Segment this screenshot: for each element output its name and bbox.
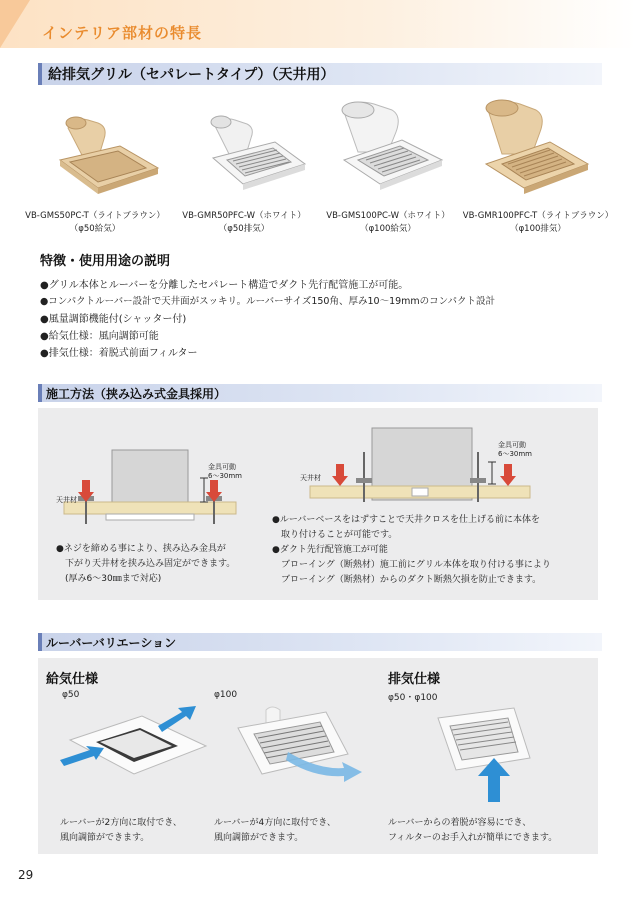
product-caption-1 [20, 210, 170, 236]
features-title: 特徴・使用用途の説明 [40, 254, 171, 269]
install-right-note-4: ブローイング（断熱材）施工前にグリル本体を取り付ける事により [272, 560, 551, 570]
install-left-note-3: (厚み6〜30㎜まで対応) [56, 574, 162, 584]
feature-item-3: ●風量調節機能付(シャッター付) [40, 314, 187, 325]
feature-item-4: ●給気仕様：風向調節可能 [40, 331, 159, 342]
product-model-4: VB-GMR100PFC-T（ライトブラウン） [462, 211, 614, 221]
ceiling-label-right: 天井材 [300, 474, 321, 482]
header-accent [0, 0, 30, 48]
install-left-note-2: 下がり天井材を挟み込み固定ができます。 [56, 559, 236, 569]
range-label-left-2: 6〜30mm [208, 472, 242, 480]
install-right-note-5: ブローイング（断熱材）からのダクト断熱欠損を防止できます。 [272, 575, 542, 585]
product-spec-4: （φ100排気） [510, 224, 566, 234]
supply-50-note-2: 風向調節ができます。 [60, 833, 150, 843]
product-image-3 [342, 102, 442, 190]
product-model-2: VB-GMR50PFC-W（ホワイト） [182, 211, 306, 221]
install-diagram-left [50, 440, 250, 530]
supply-100-note-1: ルーバーが4方向に取付でき、 [214, 818, 336, 828]
product-images [40, 98, 600, 208]
product-model-1: VB-GMS50PC-T（ライトブラウン） [25, 211, 165, 221]
page-number: 29 [18, 868, 34, 882]
product-caption-2 [169, 210, 319, 236]
range-label-left-1: 金具可動 [208, 463, 236, 471]
install-diagram-right [300, 422, 540, 512]
louver-image-exhaust [438, 708, 530, 802]
product-image-2 [211, 116, 305, 190]
feature-item-2: ●コンパクトルーバー設計で天井面がスッキリ。ルーバーサイズ150角、厚み10〜19mmのコンパクト設計 [40, 296, 495, 307]
product-spec-2: （φ50排気） [218, 224, 270, 234]
exhaust-spec-title: 排気仕様 [388, 672, 441, 687]
section-title-grille: 給排気グリル（セパレートタイプ）（天井用） [48, 67, 335, 83]
supply-100-note-2: 風向調節ができます。 [214, 833, 304, 843]
supply-size-100: φ100 [214, 690, 238, 700]
install-left-note-1: ●ネジを締める事により、挟み込み金具が [56, 544, 226, 554]
range-label-right-1: 金具可動 [498, 441, 526, 449]
install-right-note-3: ●ダクト先行配管施工が可能 [272, 545, 388, 555]
section-title-variation: ルーバーバリエーション [46, 636, 177, 650]
exhaust-note-1: ルーバーからの着脱が容易にでき、 [388, 818, 532, 828]
product-image-1 [60, 117, 158, 194]
supply-50-note-1: ルーバーが2方向に取付でき、 [60, 818, 182, 828]
product-spec-1: （φ50給気） [69, 224, 121, 234]
install-right-note-2: 取り付けることが可能です。 [272, 530, 398, 540]
product-caption-3 [313, 210, 463, 236]
louver-images [50, 702, 590, 812]
product-caption-4 [458, 210, 618, 236]
supply-spec-title: 給気仕様 [46, 672, 99, 687]
page-header-title: インテリア部材の特長 [42, 24, 203, 42]
range-label-right-2: 6〜30mm [498, 450, 532, 458]
install-right-note-1: ●ルーバーベースをはずすことで天井クロスを仕上げる前に本体を [272, 515, 540, 525]
section-title-install: 施工方法（挟み込み式金具採用） [46, 387, 227, 401]
louver-image-supply-100 [238, 707, 362, 782]
louver-image-supply-50 [60, 706, 206, 774]
feature-item-5: ●排気仕様：着脱式前面フィルター [40, 348, 198, 359]
product-model-3: VB-GMS100PC-W（ホワイト） [326, 211, 450, 221]
supply-size-50: φ50 [62, 690, 80, 700]
exhaust-note-2: フィルターのお手入れが簡単にできます。 [388, 833, 558, 843]
ceiling-label-left: 天井材 [56, 496, 77, 504]
product-spec-3: （φ100給気） [360, 224, 416, 234]
feature-item-1: ●グリル本体とルーバーを分離したセパレート構造でダクト先行配管施工が可能。 [40, 280, 409, 291]
product-image-4 [486, 100, 588, 194]
exhaust-size: φ50・φ100 [388, 693, 438, 703]
